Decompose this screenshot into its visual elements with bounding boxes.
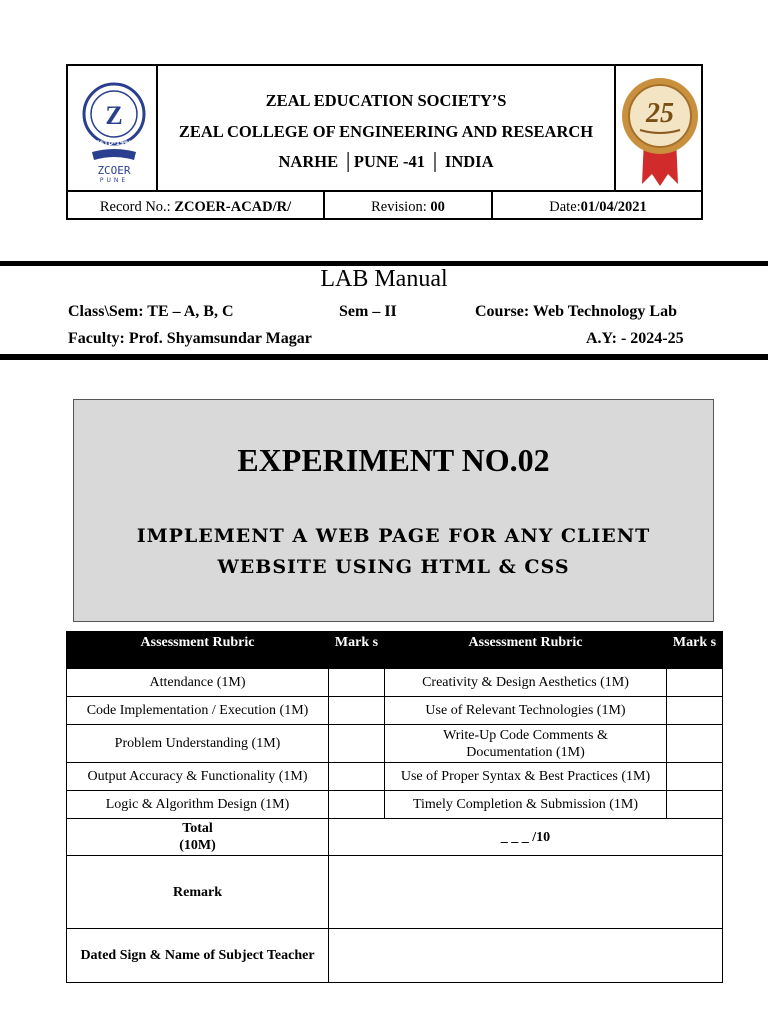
marks-cell[interactable] [667,669,723,697]
table-header-row [67,632,723,669]
marks-cell[interactable] [329,725,385,763]
table-row [67,669,723,697]
marks-cell[interactable] [667,791,723,819]
rubric-cell: Write-Up Code Comments & Documentation (1M) [385,725,667,763]
rubric-cell: Timely Completion & Submission (1M) [385,791,667,819]
sign-row [67,929,723,983]
sign-field[interactable] [329,929,723,983]
marks-cell[interactable] [667,697,723,725]
rubric-cell: Use of Proper Syntax & Best Practices (1M) [385,763,667,791]
column-header: Mark s [667,632,723,669]
course: Course: Web Technology Lab [475,303,677,320]
rubric-cell: Logic & Algorithm Design (1M) [67,791,329,819]
revision-value: 00 [430,199,445,215]
table-row [67,725,723,763]
total-label-text: Total [182,821,213,836]
experiment-box [73,399,714,622]
divider [68,190,701,192]
record-value: ZCOER-ACAD/R/ [174,199,292,215]
anniversary-medal [620,74,700,188]
lab-manual-title: LAB Manual [320,266,448,292]
assessment-rubric-table [66,631,723,983]
remark-field[interactable] [329,856,723,929]
logo-text: ZCOER [97,164,131,177]
rubric-cell: Creativity & Design Aesthetics (1M) [385,669,667,697]
society-name: ZEAL EDUCATION SOCIETY’S [265,91,507,110]
date-label: Date: [549,199,581,215]
document-header [66,64,703,220]
record-no [68,194,323,220]
revision [325,194,491,220]
column-header: Assessment Rubric [385,632,667,669]
divider [614,66,616,190]
marks-cell[interactable] [329,669,385,697]
marks-cell[interactable] [329,697,385,725]
logo-estd: ESTD-1998 [95,140,133,147]
marks-cell[interactable] [329,791,385,819]
college-name: ZEAL COLLEGE OF ENGINEERING AND RESEARCH [178,122,594,141]
rubric-cell: Problem Understanding (1M) [67,725,329,763]
column-header: Assessment Rubric [67,632,329,669]
record-label: Record No.: [99,199,175,215]
marks-cell[interactable] [329,763,385,791]
semester: Sem – II [339,303,397,320]
svg-text:Z: Z [105,101,123,130]
total-value[interactable]: _ _ _ /10 [329,819,723,856]
college-logo [82,76,146,188]
college-address: NARHE │PUNE -41 │ INDIA [278,152,494,171]
table-row [67,791,723,819]
rubric-cell: Code Implementation / Execution (1M) [67,697,329,725]
experiment-number: EXPERIMENT NO.02 [237,442,550,478]
table-row [67,697,723,725]
table-row [67,763,723,791]
medal-icon [620,74,700,188]
total-row [67,819,723,856]
date [493,194,703,220]
date-value: 01/04/2021 [580,199,647,215]
column-header: Mark s [329,632,385,669]
class-sem: Class\Sem: TE – A, B, C [68,303,234,320]
rubric-cell: Attendance (1M) [67,669,329,697]
remark-label: Remark [67,856,329,929]
remark-row [67,856,723,929]
sign-label: Dated Sign & Name of Subject Teacher [67,929,329,983]
total-sub-text: (10M) [179,838,216,853]
faculty: Faculty: Prof. Shyamsundar Magar [68,330,312,347]
total-label [67,819,329,856]
academic-year: A.Y: - 2024-25 [586,330,684,347]
header-text [158,66,614,190]
rubric-cell: Output Accuracy & Functionality (1M) [67,763,329,791]
marks-cell[interactable] [667,763,723,791]
experiment-title-line1: IMPLEMENT A WEB PAGE FOR ANY CLIENT [136,525,651,547]
bottom-rule [0,354,768,360]
revision-label: Revision: [371,199,431,215]
experiment-title-line2: WEBSITE USING HTML & CSS [217,556,570,578]
medal-text: 25 [646,98,674,129]
marks-cell[interactable] [667,725,723,763]
rubric-cell: Use of Relevant Technologies (1M) [385,697,667,725]
logo-sub: PUNE [99,177,129,184]
